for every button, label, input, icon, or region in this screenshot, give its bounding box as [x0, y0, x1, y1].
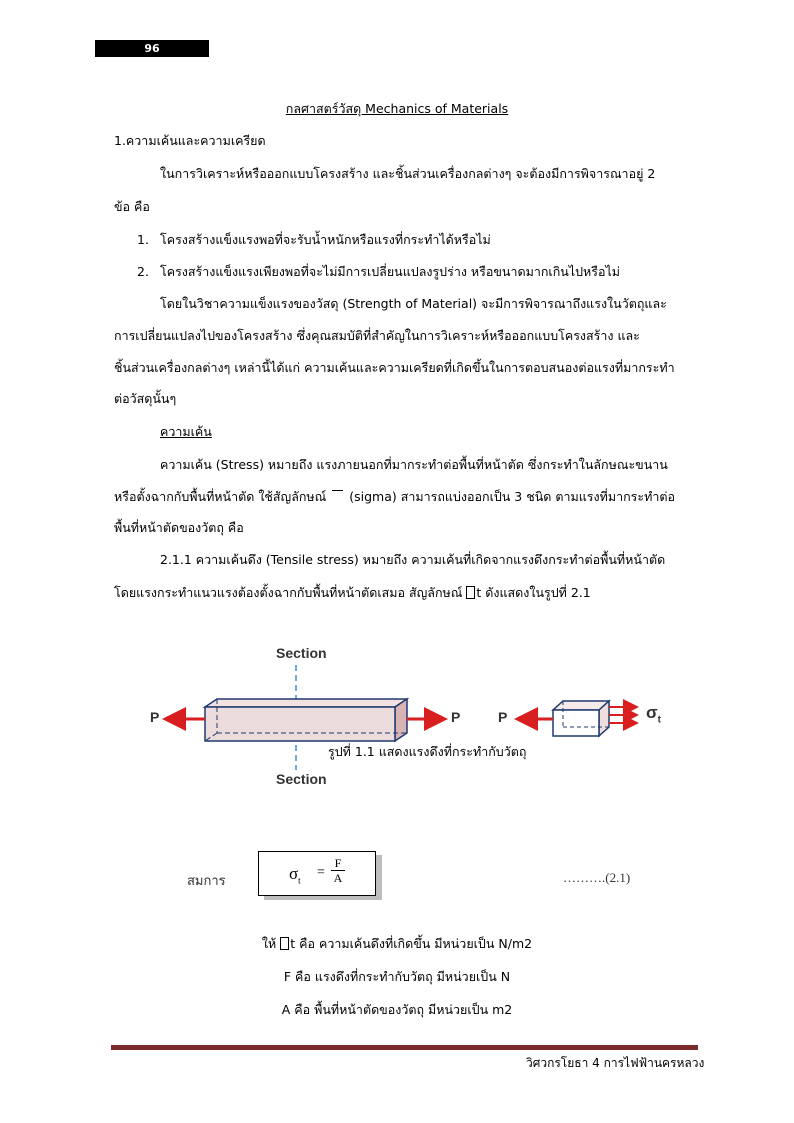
- page-title: กลศาสตร์วัสดุ Mechanics of Materials: [285, 101, 509, 116]
- equation-equals: =: [317, 865, 325, 880]
- sigma-symbol-box: [280, 937, 289, 950]
- list-item-number: 1.: [137, 232, 149, 247]
- force-label-left: P: [150, 709, 160, 725]
- definition-prefix: ให้: [261, 936, 277, 951]
- section-label-top: Section: [276, 645, 327, 661]
- bar-end-face: [395, 699, 407, 741]
- list-item-number: 2.: [137, 264, 149, 279]
- equation-fraction: [331, 856, 345, 885]
- bar-top-face: [205, 699, 407, 707]
- force-label-right: P: [451, 709, 461, 725]
- paragraph-line: ชิ้นส่วนเครื่องกลต่างๆ เหล่านี้ได้แก่ ความเค้นและความเครียดที่เกิดขึ้นในการตอบสนองต่อแรงที่มากระทำ: [114, 360, 675, 375]
- element-cube: [553, 710, 599, 736]
- bar-front-face: [205, 707, 395, 741]
- paragraph-line: โดยในวิชาความแข็งแรงของวัสดุ (Strength of Material) จะมีการพิจารณาถึงแรงในวัตถุและ: [160, 296, 667, 311]
- stress-line-2-a: หรือตั้งฉากกับพื้นที่หน้าตัด ใช้สัญลักษณ์: [114, 489, 327, 504]
- intro-line-1: ในการวิเคราะห์หรือออกแบบโครงสร้าง และชิ้นส่วนเครื่องกลต่างๆ จะต้องมีการพิจารณาอยู่ 2: [160, 166, 656, 181]
- definition-text: คือ ความเค้นดึงที่เกิดขึ้น มีหน่วยเป็น N/m2: [299, 936, 533, 951]
- sigma-subscript: t: [657, 714, 661, 726]
- stress-line-3: พื้นที่หน้าตัดของวัตถุ คือ: [114, 520, 244, 535]
- tensile-line-2-a: โดยแรงกระทำแนวแรงต้องตั้งฉากกับพื้นที่หน้าตัดเสมอ สัญลักษณ์: [114, 585, 463, 600]
- equation-denominator: A: [331, 870, 345, 885]
- sigma-symbol-placeholder: [332, 490, 343, 491]
- page-number-tab: 96: [95, 40, 209, 57]
- definition-symbol-sub: t: [290, 936, 296, 951]
- equation-reference: ……….(2.1): [563, 870, 631, 885]
- eq-sigma-sub: t: [298, 875, 301, 886]
- list-item: โครงสร้างแข็งแรงพอที่จะรับน้ำหนักหรือแรงที่กระทำได้หรือไม่: [160, 232, 491, 247]
- eq-sigma-symbol: σ: [289, 864, 299, 883]
- section-label-bottom: Section: [276, 771, 327, 787]
- definition-sigma: [0, 936, 794, 952]
- footer-text: วิศวกรโยธา 4 การไฟฟ้านครหลวง: [526, 1056, 705, 1070]
- force-label-small: P: [498, 709, 508, 725]
- equation-label: สมการ: [187, 873, 226, 888]
- footer-divider: [111, 1045, 698, 1050]
- stress-line-2-b: (sigma) สามารถแบ่งออกเป็น 3 ชนิด ตามแรงที่มากระทำต่อ: [349, 489, 675, 504]
- equation-sigma: [289, 864, 301, 885]
- equation-box: [258, 851, 376, 896]
- tensile-figure: [130, 635, 690, 795]
- intro-line-2: ข้อ คือ: [114, 199, 150, 214]
- paragraph-line: ต่อวัสดุนั้นๆ: [114, 391, 177, 406]
- stress-heading: ความเค้น: [160, 424, 212, 439]
- sigma-t-label: [646, 703, 661, 725]
- paragraph-line: การเปลี่ยนแปลงไปของโครงสร้าง ซึ่งคุณสมบัติที่สำคัญในการวิเคราะห์หรือออกแบบโครงสร้าง และ: [114, 328, 640, 343]
- equation-numerator: F: [334, 856, 342, 870]
- list-item: โครงสร้างแข็งแรงเพียงพอที่จะไม่มีการเปลี่ยนแปลงรูปร่าง หรือขนาดมากเกินไปหรือไม่: [160, 264, 621, 279]
- tensile-line-1: 2.1.1 ความเค้นดึง (Tensile stress) หมายถึง ความเค้นที่เกิดจากแรงดึงกระทำต่อพื้นที่หน้าตัด: [160, 552, 666, 567]
- figure-caption: รูปที่ 1.1 แสดงแรงดึงที่กระทำกับวัตถุ: [328, 744, 527, 759]
- section-heading: 1.ความเค้นและความเครียด: [114, 133, 266, 148]
- stress-line-2: [114, 489, 675, 505]
- tensile-line-2: [114, 585, 591, 601]
- tensile-line-2-b: t ดังแสดงในรูปที่ 2.1: [476, 585, 591, 600]
- definition-area: A คือ พื้นที่หน้าตัดของวัตถุ มีหน่วยเป็น m2: [281, 1002, 513, 1017]
- definition-force: F คือ แรงดึงที่กระทำกับวัตถุ มีหน่วยเป็น N: [283, 969, 511, 984]
- stress-line-1: ความเค้น (Stress) หมายถึง แรงภายนอกที่มากระทำต่อพื้นที่หน้าตัด ซึ่งกระทำในลักษณะขนาน: [160, 457, 668, 472]
- sigma-symbol: σ: [646, 703, 658, 722]
- sigma-symbol-box: [466, 586, 475, 599]
